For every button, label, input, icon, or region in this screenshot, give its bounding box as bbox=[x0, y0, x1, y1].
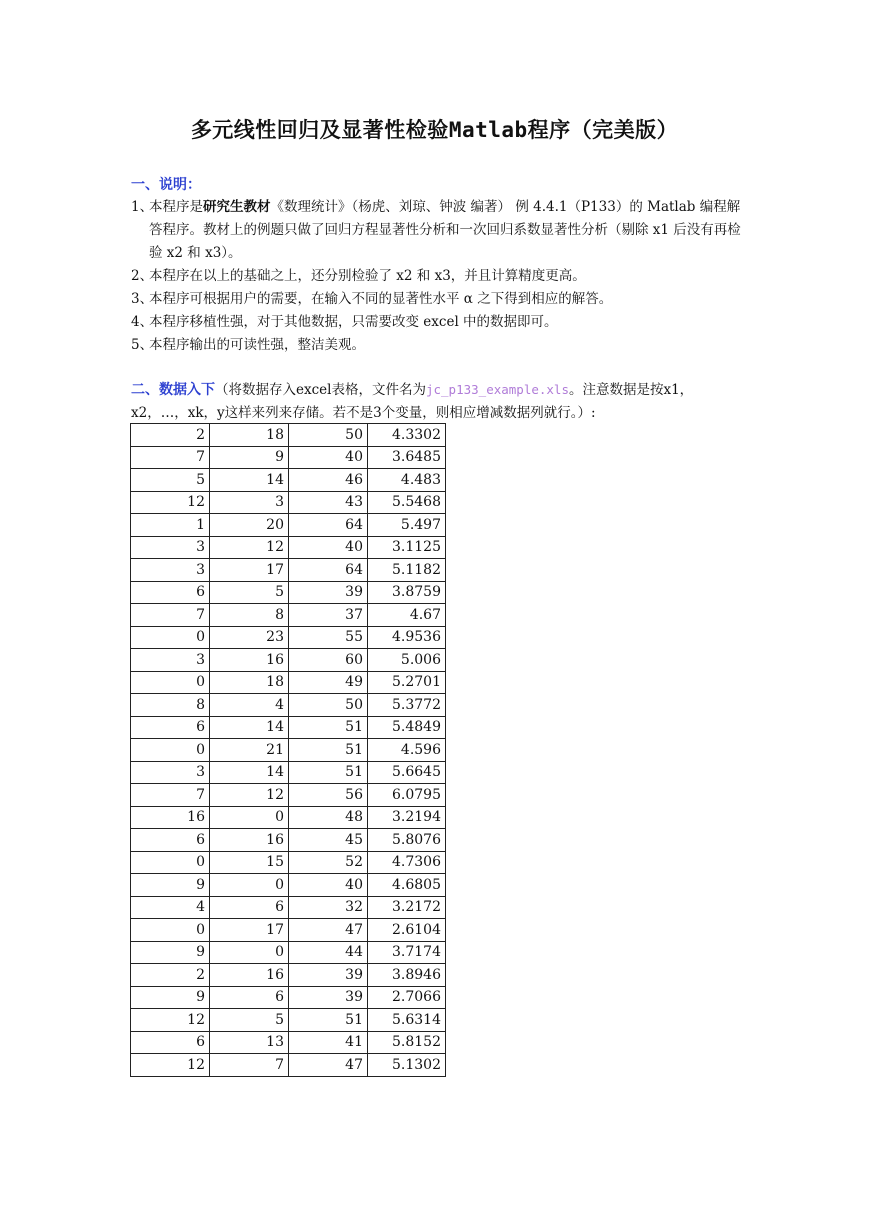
table-cell: 5 bbox=[210, 581, 289, 604]
list-text: 本程序可根据用户的需要，在输入不同的显著性水平 α 之下得到相应的解答。 bbox=[149, 291, 613, 307]
table-cell: 4 bbox=[131, 896, 210, 919]
table-cell: 12 bbox=[131, 1009, 210, 1032]
table-cell: 9 bbox=[131, 986, 210, 1009]
table-cell: 5.1182 bbox=[368, 559, 446, 582]
table-cell: 64 bbox=[289, 514, 368, 537]
list-item bbox=[131, 334, 743, 357]
table-cell: 3 bbox=[210, 491, 289, 514]
table-cell: 0 bbox=[131, 671, 210, 694]
table-cell: 14 bbox=[210, 469, 289, 492]
table-cell: 5.1302 bbox=[368, 1054, 446, 1077]
table-cell: 51 bbox=[289, 716, 368, 739]
section1-heading: 一、说明： bbox=[131, 177, 201, 193]
table-row bbox=[131, 671, 446, 694]
table-row bbox=[131, 919, 446, 942]
table-cell: 14 bbox=[210, 761, 289, 784]
section2-paragraph bbox=[131, 378, 746, 425]
table-cell: 0 bbox=[131, 919, 210, 942]
table-cell: 3.2172 bbox=[368, 896, 446, 919]
table-cell: 5.3772 bbox=[368, 694, 446, 717]
table-cell: 7 bbox=[131, 446, 210, 469]
table-cell: 5 bbox=[210, 1009, 289, 1032]
table-row bbox=[131, 581, 446, 604]
table-cell: 3.7174 bbox=[368, 941, 446, 964]
section2-heading: 二、数据入下 bbox=[131, 382, 215, 398]
table-cell: 51 bbox=[289, 739, 368, 762]
table-cell: 0 bbox=[131, 739, 210, 762]
data-table-body bbox=[131, 424, 446, 1077]
table-cell: 17 bbox=[210, 559, 289, 582]
table-row bbox=[131, 739, 446, 762]
document-title bbox=[0, 114, 869, 144]
table-cell: 51 bbox=[289, 761, 368, 784]
section2-text: 。注意数据是按x1，x2，…，xk，y这样来列来存储。若不是3个变量，则相应增减数据列就行。）: bbox=[131, 382, 694, 421]
table-cell: 5.5468 bbox=[368, 491, 446, 514]
table-cell: 0 bbox=[210, 806, 289, 829]
table-row bbox=[131, 716, 446, 739]
table-cell: 39 bbox=[289, 986, 368, 1009]
list-number: 5、 bbox=[131, 337, 154, 353]
table-row bbox=[131, 964, 446, 987]
table-cell: 0 bbox=[210, 941, 289, 964]
table-row bbox=[131, 626, 446, 649]
table-row bbox=[131, 694, 446, 717]
table-cell: 17 bbox=[210, 919, 289, 942]
table-cell: 6 bbox=[131, 581, 210, 604]
table-row bbox=[131, 896, 446, 919]
table-row bbox=[131, 469, 446, 492]
table-cell: 18 bbox=[210, 424, 289, 447]
table-cell: 2.7066 bbox=[368, 986, 446, 1009]
table-row bbox=[131, 1009, 446, 1032]
table-cell: 4.483 bbox=[368, 469, 446, 492]
table-row bbox=[131, 1031, 446, 1054]
table-cell: 40 bbox=[289, 536, 368, 559]
table-cell: 3 bbox=[131, 761, 210, 784]
table-cell: 6 bbox=[131, 716, 210, 739]
table-cell: 16 bbox=[210, 964, 289, 987]
table-cell: 48 bbox=[289, 806, 368, 829]
table-cell: 8 bbox=[210, 604, 289, 627]
table-cell: 5.4849 bbox=[368, 716, 446, 739]
list-number: 3、 bbox=[131, 291, 154, 307]
table-cell: 3.6485 bbox=[368, 446, 446, 469]
list-item bbox=[131, 196, 743, 265]
table-row bbox=[131, 446, 446, 469]
table-cell: 3.1125 bbox=[368, 536, 446, 559]
table-cell: 39 bbox=[289, 964, 368, 987]
table-cell: 12 bbox=[131, 1054, 210, 1077]
list-text: 本程序输出的可读性强，整洁美观。 bbox=[149, 337, 365, 353]
table-cell: 20 bbox=[210, 514, 289, 537]
table-cell: 16 bbox=[210, 829, 289, 852]
table-cell: 47 bbox=[289, 919, 368, 942]
table-cell: 49 bbox=[289, 671, 368, 694]
table-cell: 60 bbox=[289, 649, 368, 672]
table-cell: 39 bbox=[289, 581, 368, 604]
table-cell: 64 bbox=[289, 559, 368, 582]
table-cell: 4.596 bbox=[368, 739, 446, 762]
table-row bbox=[131, 829, 446, 852]
list-number: 2、 bbox=[131, 268, 154, 284]
table-row bbox=[131, 649, 446, 672]
table-cell: 3 bbox=[131, 559, 210, 582]
table-row bbox=[131, 536, 446, 559]
filename-text: jc_p133_example.xls bbox=[425, 382, 569, 397]
table-cell: 32 bbox=[289, 896, 368, 919]
table-cell: 5.006 bbox=[368, 649, 446, 672]
table-cell: 5.8076 bbox=[368, 829, 446, 852]
table-cell: 3.8759 bbox=[368, 581, 446, 604]
table-row bbox=[131, 1054, 446, 1077]
table-cell: 12 bbox=[210, 784, 289, 807]
list-text: 《数理统计》（杨虎、刘琼、钟波 编著） 例 4.4.1（P133）的 Matlab 编程解答程序。教材上的例题只做了回归方程显著性分析和一次回归系数显著性分析（剔除 x1 后没有再检验 x2 和 x3）。 bbox=[149, 199, 741, 261]
table-cell: 47 bbox=[289, 1054, 368, 1077]
section2-text: （将数据存入excel表格，文件名为 bbox=[215, 382, 426, 398]
table-cell: 2 bbox=[131, 964, 210, 987]
table-cell: 37 bbox=[289, 604, 368, 627]
table-row bbox=[131, 941, 446, 964]
table-cell: 6 bbox=[210, 986, 289, 1009]
list-text: 本程序是 bbox=[149, 199, 203, 215]
table-cell: 51 bbox=[289, 1009, 368, 1032]
list-text: 本程序在以上的基础之上，还分别检验了 x2 和 x3，并且计算精度更高。 bbox=[149, 268, 586, 284]
table-cell: 4.67 bbox=[368, 604, 446, 627]
table-row bbox=[131, 514, 446, 537]
list-number: 1、 bbox=[131, 199, 154, 215]
table-cell: 2 bbox=[131, 424, 210, 447]
table-row bbox=[131, 851, 446, 874]
list-text: 本程序移植性强，对于其他数据，只需要改变 excel 中的数据即可。 bbox=[149, 314, 558, 330]
list-number: 4、 bbox=[131, 314, 154, 330]
table-cell: 4.7306 bbox=[368, 851, 446, 874]
table-cell: 4.9536 bbox=[368, 626, 446, 649]
table-cell: 7 bbox=[131, 784, 210, 807]
table-cell: 55 bbox=[289, 626, 368, 649]
table-cell: 23 bbox=[210, 626, 289, 649]
table-cell: 7 bbox=[131, 604, 210, 627]
table-cell: 0 bbox=[131, 851, 210, 874]
table-cell: 0 bbox=[210, 874, 289, 897]
title-code: Matlab bbox=[448, 118, 528, 142]
table-cell: 8 bbox=[131, 694, 210, 717]
table-row bbox=[131, 806, 446, 829]
table-cell: 3 bbox=[131, 536, 210, 559]
table-cell: 21 bbox=[210, 739, 289, 762]
title-suffix: 程序（完美版） bbox=[527, 117, 679, 142]
table-cell: 3 bbox=[131, 649, 210, 672]
title-prefix: 多元线性回归及显著性检验 bbox=[190, 117, 449, 142]
list-item bbox=[131, 288, 743, 311]
table-cell: 46 bbox=[289, 469, 368, 492]
data-table bbox=[130, 423, 446, 1077]
table-cell: 6.0795 bbox=[368, 784, 446, 807]
table-row bbox=[131, 986, 446, 1009]
table-cell: 5.6314 bbox=[368, 1009, 446, 1032]
table-cell: 14 bbox=[210, 716, 289, 739]
table-cell: 40 bbox=[289, 446, 368, 469]
table-row bbox=[131, 559, 446, 582]
table-cell: 16 bbox=[131, 806, 210, 829]
description-list bbox=[131, 196, 743, 357]
table-cell: 16 bbox=[210, 649, 289, 672]
table-row bbox=[131, 491, 446, 514]
table-cell: 6 bbox=[131, 1031, 210, 1054]
table-cell: 56 bbox=[289, 784, 368, 807]
table-cell: 44 bbox=[289, 941, 368, 964]
table-cell: 3.2194 bbox=[368, 806, 446, 829]
table-cell: 43 bbox=[289, 491, 368, 514]
table-cell: 5.497 bbox=[368, 514, 446, 537]
table-row bbox=[131, 424, 446, 447]
list-item bbox=[131, 311, 743, 334]
table-cell: 4 bbox=[210, 694, 289, 717]
list-bold-text: 研究生教材 bbox=[203, 199, 271, 215]
table-cell: 13 bbox=[210, 1031, 289, 1054]
table-row bbox=[131, 784, 446, 807]
table-cell: 45 bbox=[289, 829, 368, 852]
table-cell: 5 bbox=[131, 469, 210, 492]
table-cell: 2.6104 bbox=[368, 919, 446, 942]
table-cell: 40 bbox=[289, 874, 368, 897]
table-cell: 4.3302 bbox=[368, 424, 446, 447]
table-cell: 12 bbox=[131, 491, 210, 514]
table-cell: 52 bbox=[289, 851, 368, 874]
table-cell: 5.8152 bbox=[368, 1031, 446, 1054]
table-cell: 3.8946 bbox=[368, 964, 446, 987]
table-cell: 18 bbox=[210, 671, 289, 694]
table-cell: 9 bbox=[131, 874, 210, 897]
table-cell: 41 bbox=[289, 1031, 368, 1054]
table-row bbox=[131, 761, 446, 784]
table-cell: 15 bbox=[210, 851, 289, 874]
table-cell: 9 bbox=[210, 446, 289, 469]
list-item bbox=[131, 265, 743, 288]
table-cell: 9 bbox=[131, 941, 210, 964]
table-row bbox=[131, 874, 446, 897]
table-cell: 0 bbox=[131, 626, 210, 649]
table-cell: 7 bbox=[210, 1054, 289, 1077]
table-cell: 50 bbox=[289, 694, 368, 717]
table-cell: 12 bbox=[210, 536, 289, 559]
table-cell: 1 bbox=[131, 514, 210, 537]
table-cell: 4.6805 bbox=[368, 874, 446, 897]
table-cell: 50 bbox=[289, 424, 368, 447]
table-cell: 5.2701 bbox=[368, 671, 446, 694]
table-cell: 6 bbox=[131, 829, 210, 852]
table-cell: 6 bbox=[210, 896, 289, 919]
table-cell: 5.6645 bbox=[368, 761, 446, 784]
table-row bbox=[131, 604, 446, 627]
